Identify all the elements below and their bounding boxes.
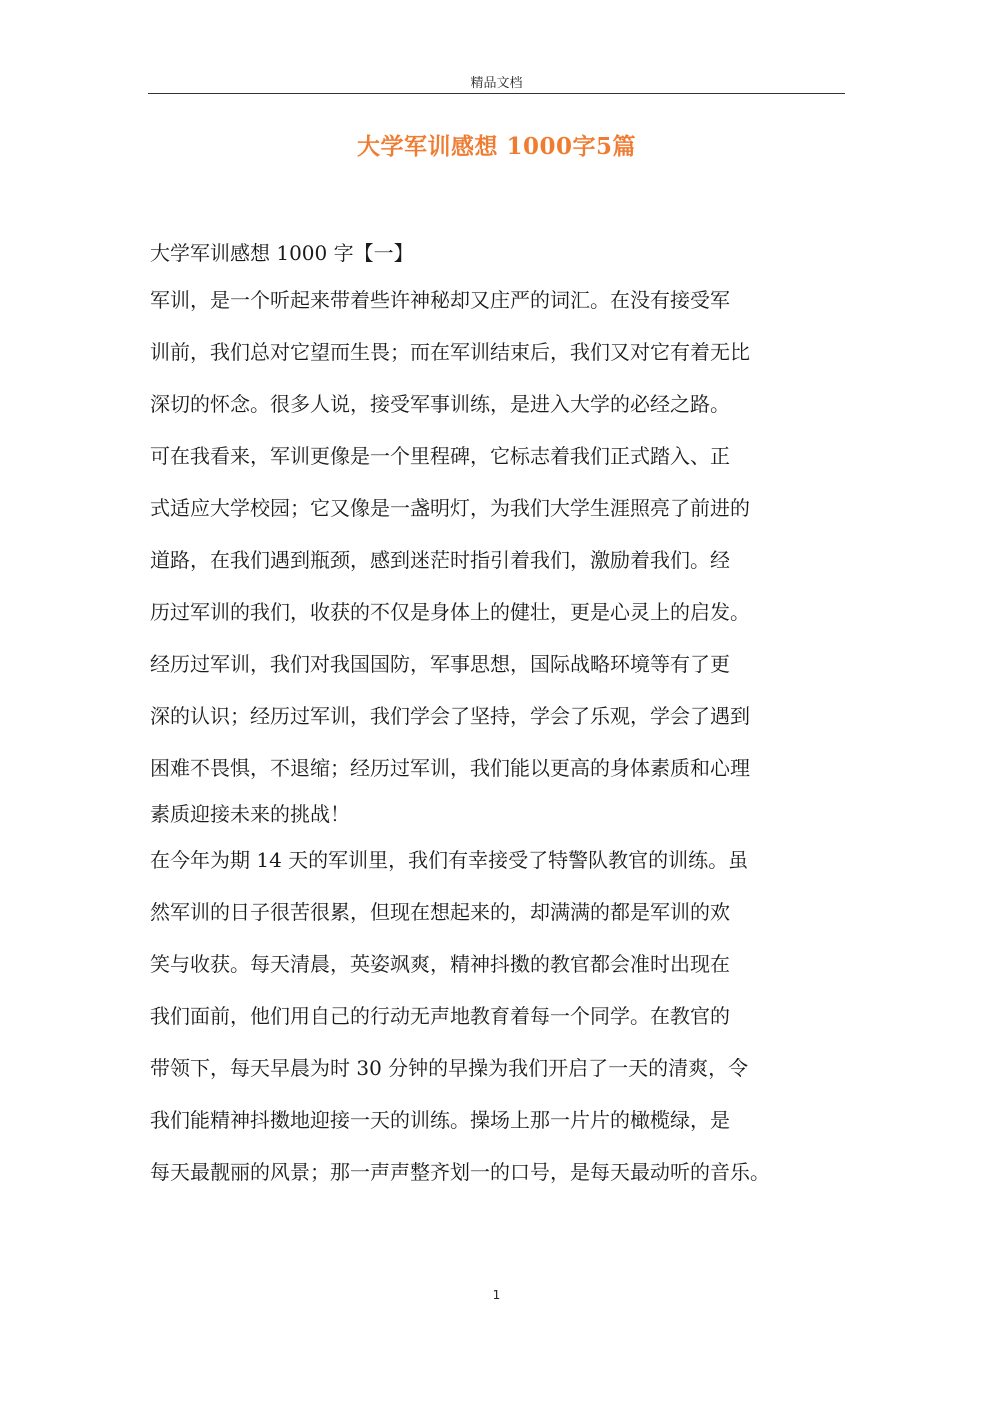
paragraph-line: 军训，是一个听起来带着些许神秘却又庄严的词汇。在没有接受军: [150, 288, 730, 312]
section-heading: 大学军训感想 1000 字【一】: [150, 241, 414, 265]
paragraph-line: 可在我看来，军训更像是一个里程碑，它标志着我们正式踏入、正: [150, 444, 730, 468]
paragraph-line: 深的认识；经历过军训，我们学会了坚持，学会了乐观，学会了遇到: [150, 704, 750, 728]
paragraph-line: 素质迎接未来的挑战！: [150, 802, 350, 826]
paragraph-line: 训前，我们总对它望而生畏；而在军训结束后，我们又对它有着无比: [150, 340, 750, 364]
paragraph-line: 困难不畏惧，不退缩；经历过军训，我们能以更高的身体素质和心理: [150, 756, 750, 780]
page-number: 1: [492, 1288, 501, 1302]
paragraph-line: 然军训的日子很苦很累，但现在想起来的，却满满的都是军训的欢: [150, 900, 730, 924]
paragraph-line: 历过军训的我们，收获的不仅是身体上的健壮，更是心灵上的启发。: [150, 600, 750, 624]
paragraph-line: 带领下，每天早晨为时 30 分钟的早操为我们开启了一天的清爽，令: [150, 1056, 749, 1080]
running-header: 精品文档: [470, 76, 523, 91]
paragraph-line: 经历过军训，我们对我国国防，军事思想，国际战略环境等有了更: [150, 652, 730, 676]
document-body: [150, 233, 850, 1198]
paragraph-line: 深切的怀念。很多人说，接受军事训练，是进入大学的必经之路。: [150, 392, 730, 416]
paragraph-line: 笑与收获。每天清晨，英姿飒爽，精神抖擞的教官都会准时出现在: [150, 952, 730, 976]
header-divider: [148, 93, 845, 94]
document-title: 大学军训感想 1000字5篇: [356, 133, 637, 160]
paragraph-line: 我们面前，他们用自己的行动无声地教育着每一个同学。在教官的: [150, 1004, 730, 1028]
paragraph-line: 在今年为期 14 天的军训里，我们有幸接受了特警队教官的训练。虽: [150, 848, 749, 872]
paragraph-line: 每天最靓丽的风景；那一声声整齐划一的口号，是每天最动听的音乐。: [150, 1160, 770, 1184]
paragraph-line: 道路，在我们遇到瓶颈，感到迷茫时指引着我们，激励着我们。经: [150, 548, 730, 572]
paragraph-line: 我们能精神抖擞地迎接一天的训练。操场上那一片片的橄榄绿，是: [150, 1108, 730, 1132]
paragraph-line: 式适应大学校园；它又像是一盏明灯，为我们大学生涯照亮了前进的: [150, 496, 750, 520]
